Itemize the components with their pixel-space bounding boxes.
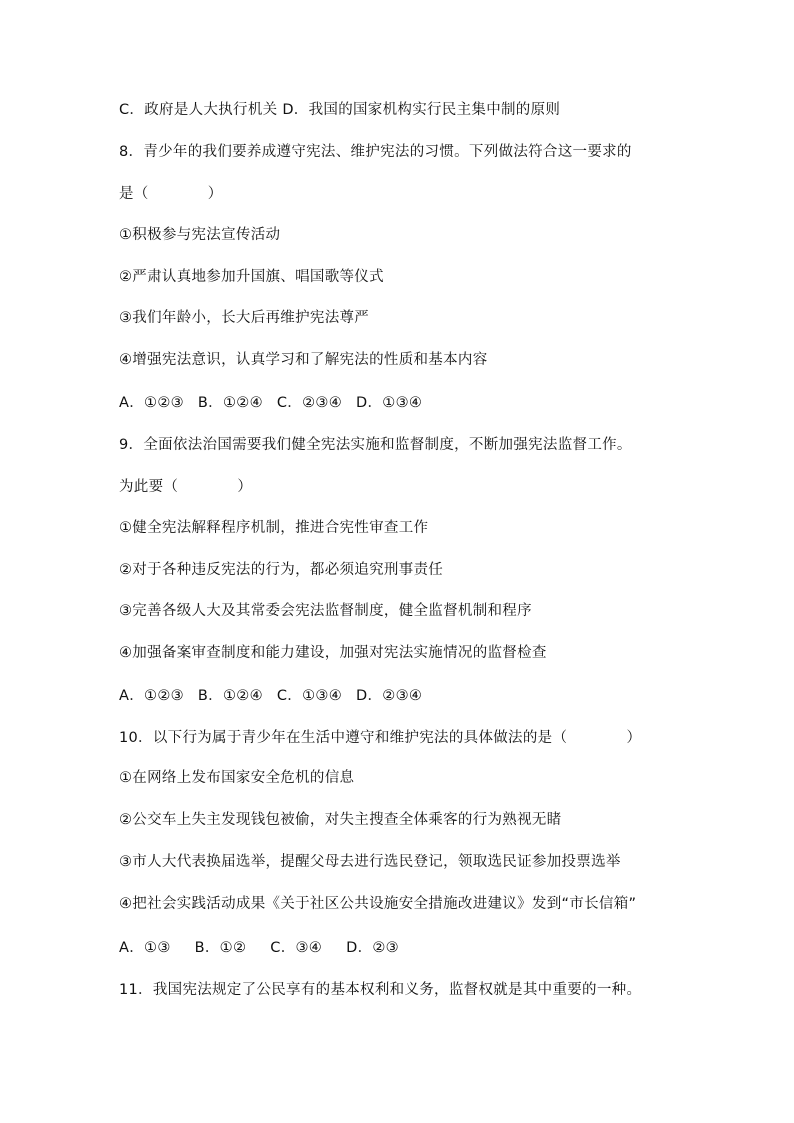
- q10-stem: 10．以下行为属于青少年在生活中遵守和维护宪法的具体做法的是（ ）: [119, 730, 642, 746]
- q10-item-1: ①在网络上发布国家安全危机的信息: [119, 770, 355, 786]
- q9-option-b: B．①②④: [197, 688, 263, 704]
- q8-item-1: ①积极参与宪法宣传活动: [119, 227, 281, 243]
- q9-stem-line1: 9．全面依法治国需要我们健全宪法实施和监督制度，不断加强宪法监督工作。: [119, 437, 632, 453]
- q10-options: [119, 938, 423, 958]
- q8-stem-line2: 是（ ）: [119, 186, 223, 202]
- q9-option-a: A．①②③: [119, 688, 184, 704]
- q9-option-d: D．②③④: [356, 688, 423, 704]
- q10-item-4: ④把社会实践活动成果《关于社区公共设施安全措施改进建议》发到“市长信箱”: [119, 896, 637, 912]
- q10-option-d: D．②③: [346, 940, 399, 956]
- q11-stem: 11．我国宪法规定了公民享有的基本权利和义务，监督权就是其中重要的一种。: [119, 982, 642, 998]
- q8-option-d: D．①③④: [356, 395, 423, 411]
- q10-item-3: ③市人大代表换届选举，提醒父母去进行选民登记，领取选民证参加投票选举: [119, 854, 621, 870]
- q8-item-3: ③我们年龄小，长大后再维护宪法尊严: [119, 310, 370, 326]
- q10-option-b: B．①②: [194, 940, 247, 956]
- q8-item-2: ②严肃认真地参加升国旗、唱国歌等仪式: [119, 269, 384, 285]
- q8-option-c: C．②③④: [276, 395, 342, 411]
- q9-item-1: ①健全宪法解释程序机制，推进合宪性审查工作: [119, 520, 429, 536]
- q9-item-3: ③完善各级人大及其常委会宪法监督制度，健全监督机制和程序: [119, 603, 532, 619]
- q9-options: [119, 686, 436, 706]
- q7-option-cd: C．政府是人大执行机关 D．我国的国家机构实行民主集中制的原则: [119, 102, 561, 118]
- q9-item-2: ②对于各种违反宪法的行为，都必须追究刑事责任: [119, 562, 444, 578]
- q8-item-4: ④增强宪法意识，认真学习和了解宪法的性质和基本内容: [119, 352, 488, 368]
- q9-option-c: C．①③④: [276, 688, 342, 704]
- q10-item-2: ②公交车上失主发现钱包被偷，对失主搜查全体乘客的行为熟视无睹: [119, 812, 562, 828]
- q9-item-4: ④加强备案审查制度和能力建设，加强对宪法实施情况的监督检查: [119, 645, 547, 661]
- q8-option-a: A．①②③: [119, 395, 184, 411]
- q9-stem-line2: 为此要（ ）: [119, 479, 253, 495]
- q8-stem-line1: 8．青少年的我们要养成遵守宪法、维护宪法的习惯。下列做法符合这一要求的: [119, 144, 632, 160]
- q10-option-a: A．①③: [119, 940, 171, 956]
- q8-option-b: B．①②④: [197, 395, 263, 411]
- q8-options: [119, 393, 436, 413]
- q10-option-c: C．③④: [270, 940, 323, 956]
